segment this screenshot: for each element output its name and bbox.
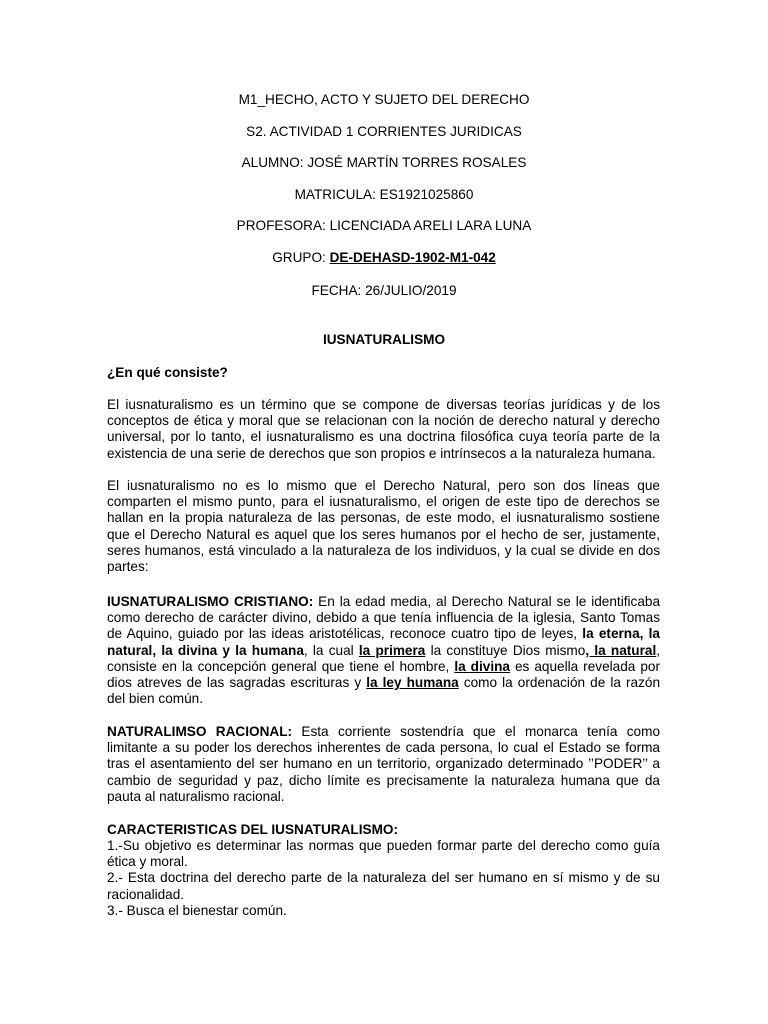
- cristiano-text-4: , consiste en la concepción general que tiene el hombre,: [107, 642, 660, 674]
- cristiano-heading: IUSNATURALISMO CRISTIANO:: [107, 594, 314, 609]
- racional-text: Esta corriente sostendría que el monarca tenía como limitante a su poder los derechos inherentes de cada persona, lo cual el Estado se forma tras el asentamiento del ser humano en un territorio, organizado determinado ’’PODER’’ a cambio de seguridad y paz, dicho límite es precisamente la naturaleza humana que da pauta al naturalismo racional.: [107, 724, 661, 804]
- paragraph-comparison: El iusnaturalismo no es lo mismo que el Derecho Natural, pero son dos líneas que comparten el mismo punto, para el iusnaturalismo, el origen de este tipo de derechos se hallan en la propia naturaleza de las personas, de este modo, el iusnaturalismo sostiene que el Derecho Natural es aquel que los seres humanos por el hecho de ser, justamente, seres humanos, está vinculado a la naturaleza de los individuos, y la cual se divide en dos partes:: [107, 478, 660, 575]
- cristiano-text-1: En la edad media, al Derecho Natural se le identificaba como derecho de carácter divino, debido a que tenía influencia de la iglesia, Santo Tomas de Aquino, guiado por las ideas aristotélicas, reconoce cuatro tipo de leyes,: [107, 594, 660, 642]
- cristiano-law-natural: , la natural: [585, 642, 657, 658]
- date-line: FECHA: 26/JULIO/2019: [311, 283, 457, 298]
- list-item: 3.- Busca el bienestar común.: [107, 902, 287, 918]
- cristiano-law-human: la ley humana: [366, 675, 459, 691]
- paragraph-cristiano: [107, 594, 660, 707]
- cristiano-law-first: la primera: [358, 642, 426, 658]
- cristiano-text-3: la constituye Dios mismo: [425, 642, 586, 658]
- course-title: M1_HECHO, ACTO Y SUJETO DEL DERECHO: [238, 92, 530, 107]
- group-line: [0, 250, 768, 266]
- group-code: DE-DEHASD-1902-M1-042: [329, 250, 496, 265]
- cristiano-text-2: , la cual: [303, 642, 359, 658]
- section-title: IUSNATURALISMO: [322, 332, 446, 347]
- student-name: ALUMNO: JOSÉ MARTÍN TORRES ROSALES: [241, 155, 527, 170]
- cristiano-laws-list: la eterna, la natural, la divina y la humana: [107, 626, 660, 658]
- teacher-name: PROFESORA: LICENCIADA ARELI LARA LUNA: [236, 218, 532, 233]
- list-item: 2.- Esta doctrina del derecho parte de la naturaleza del ser humano en sí mismo y de su racionalidad.: [107, 870, 660, 902]
- paragraph-racional: [107, 724, 660, 805]
- cristiano-text-6: como la ordenación de la razón del bien común.: [107, 675, 661, 707]
- activity-title: S2. ACTIVIDAD 1 CORRIENTES JURIDICAS: [246, 124, 522, 139]
- student-id: MATRICULA: ES1921025860: [294, 187, 474, 202]
- caracteristicas-list: [107, 838, 660, 919]
- racional-heading: NATURALIMSO RACIONAL:: [107, 724, 293, 739]
- paragraph-definition: El iusnaturalismo es un término que se compone de diversas teorías jurídicas y de los conceptos de ética y moral que se relacionan con la noción de derecho natural y derecho universal, por lo tanto, el iusnaturalismo es una doctrina filosófica cuya teoría parte de la existencia de una serie de derechos que son propios e intrínsecos a la naturaleza humana.: [107, 397, 660, 461]
- group-label: GRUPO:: [272, 250, 330, 265]
- cristiano-law-divine: la divina: [454, 658, 510, 674]
- question-heading: ¿En qué consiste?: [107, 365, 228, 380]
- caracteristicas-heading: CARACTERISTICAS DEL IUSNATURALISMO:: [107, 822, 399, 837]
- cristiano-text-5: es aquella revelada por dios atreves de las sagradas escrituras y: [107, 658, 660, 691]
- list-item: 1.-Su objetivo es determinar las normas que pueden formar parte del derecho como guía ética y moral.: [107, 838, 660, 870]
